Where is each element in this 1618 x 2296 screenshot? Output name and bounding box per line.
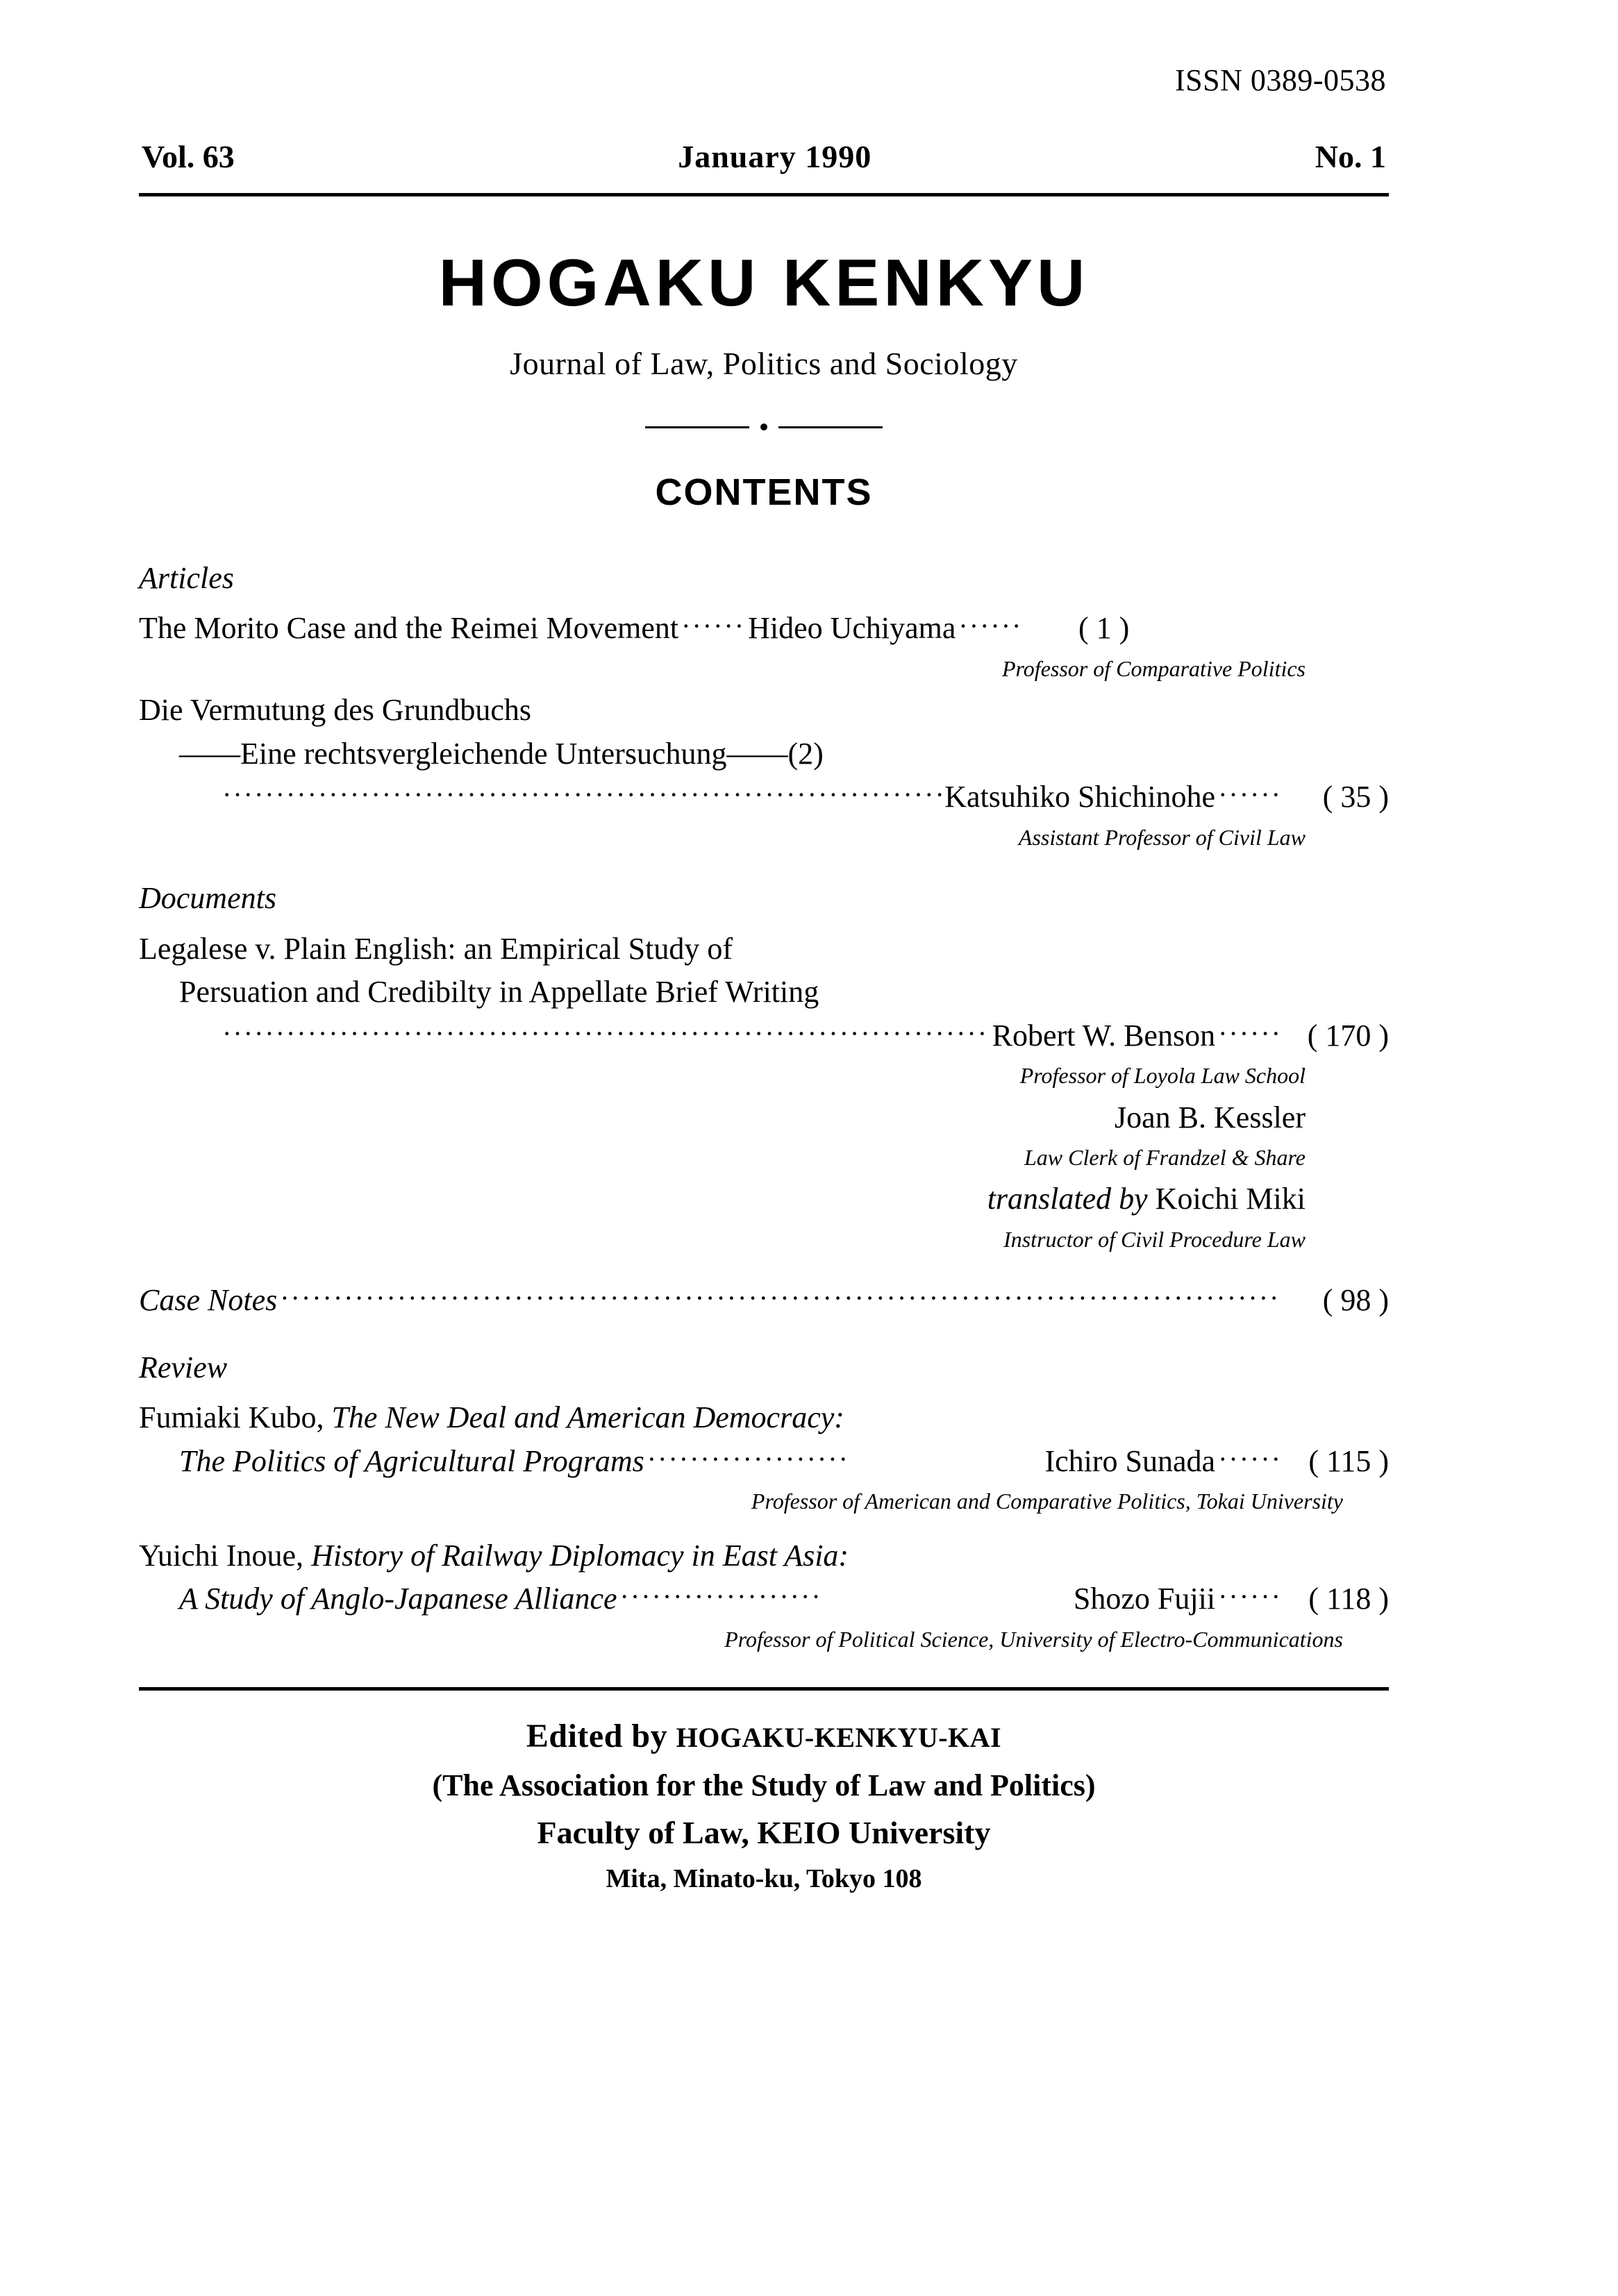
toc-entry-inoue xyxy=(139,1534,1389,1655)
toc-entry-legalese xyxy=(139,928,1389,1256)
entry-translator: Koichi Miki xyxy=(1155,1182,1306,1216)
entry-title: Case Notes xyxy=(139,1283,278,1318)
entry-author: Shozo Fujii xyxy=(1073,1582,1216,1616)
entry-page: ( 98 ) xyxy=(1322,1283,1389,1318)
leader-dots xyxy=(1218,1014,1282,1054)
page-footer xyxy=(139,1717,1389,1894)
journal-subtitle: Journal of Law, Politics and Sociology xyxy=(510,346,1018,381)
volume-number: Vol. 63 xyxy=(142,139,235,174)
table-of-contents xyxy=(139,557,1389,1655)
entry-title-line2: The Politics of Agricultural Programs xyxy=(179,1443,644,1478)
page-content xyxy=(139,42,1389,1894)
leader-dots xyxy=(222,776,942,815)
toc-entry-kubo xyxy=(139,1396,1389,1517)
ornament-bar-left xyxy=(645,426,749,428)
entry-affiliation: Professor of American and Comparative Politics, Tokai University xyxy=(751,1489,1343,1514)
issue-number: No. 1 xyxy=(1315,139,1386,174)
entry-reviewer-name: Yuichi Inoue, xyxy=(139,1538,312,1573)
entry-affiliation: Professor of Comparative Politics xyxy=(1001,655,1306,681)
entry-page: ( 118 ) xyxy=(1308,1582,1389,1616)
leader-dots xyxy=(1218,1440,1282,1480)
entry-book-title: The New Deal and American Democracy: xyxy=(331,1400,844,1435)
entry-reviewer-name: Fumiaki Kubo, xyxy=(139,1400,332,1435)
footer-editor-line xyxy=(139,1717,1389,1755)
entry-affiliation: Professor of Political Science, University of Electro-Communications xyxy=(724,1626,1343,1652)
leader-dots xyxy=(958,607,1022,646)
volume-line xyxy=(139,138,1389,175)
entry-author-1: Robert W. Benson xyxy=(992,1018,1216,1053)
entry-title: The Morito Case and the Reimei Movement xyxy=(139,611,679,646)
section-label-documents: Documents xyxy=(139,881,276,916)
entry-page: ( 1 ) xyxy=(1078,611,1130,646)
edited-by-label: Edited by xyxy=(526,1718,676,1755)
leader-dots xyxy=(620,1577,1071,1617)
entry-affiliation-1: Professor of Loyola Law School xyxy=(1019,1063,1306,1089)
leader-dots xyxy=(1218,1577,1282,1617)
issue-date: January 1990 xyxy=(678,139,872,174)
entry-title-line1 xyxy=(139,1396,844,1439)
entry-author-2: Joan B. Kessler xyxy=(1115,1100,1306,1134)
translated-by-label: translated by xyxy=(987,1182,1148,1216)
entry-affiliation: Assistant Professor of Civil Law xyxy=(1018,824,1306,850)
toc-entry-morito xyxy=(139,607,1389,685)
entry-title-line2: A Study of Anglo-Japanese Alliance xyxy=(179,1582,617,1616)
entry-page: ( 170 ) xyxy=(1307,1018,1389,1053)
leader-dots xyxy=(1218,776,1282,815)
header-divider xyxy=(139,193,1389,196)
section-label-review: Review xyxy=(139,1350,228,1384)
editor-name: HOGAKU-KENKYU-KAI xyxy=(676,1722,1002,1754)
toc-entry-vermutung xyxy=(139,689,1389,853)
ornament-dot xyxy=(760,424,767,430)
entry-affiliation-3: Instructor of Civil Procedure Law xyxy=(1003,1226,1306,1252)
leader-dots xyxy=(647,1440,1042,1480)
entry-author: Ichiro Sunada xyxy=(1044,1443,1216,1478)
section-label-articles: Articles xyxy=(139,561,234,595)
entry-title-line2: ——Eine rechtsvergleichende Untersuchung——(2) xyxy=(179,736,824,771)
entry-page: ( 115 ) xyxy=(1308,1443,1389,1478)
leader-dots xyxy=(681,607,745,646)
ornament-divider xyxy=(139,424,1389,430)
leader-dots xyxy=(280,1279,1282,1318)
entry-book-title: History of Railway Diplomacy in East Asia: xyxy=(311,1538,849,1573)
issn-text: ISSN 0389-0538 xyxy=(1174,63,1386,97)
entry-title-line1 xyxy=(139,1534,849,1577)
entry-translator-line xyxy=(139,1178,1389,1221)
entry-title-line1: Legalese v. Plain English: an Empirical Study of xyxy=(139,931,733,966)
leader-dots xyxy=(222,1014,990,1054)
entry-author: Katsuhiko Shichinohe xyxy=(944,780,1216,814)
entry-affiliation-2: Law Clerk of Frandzel & Share xyxy=(1024,1145,1306,1170)
footer-address: Mita, Minato-ku, Tokyo 108 xyxy=(606,1864,922,1894)
entry-title-line2: Persuation and Credibilty in Appellate Brief Writing xyxy=(179,975,819,1009)
entry-page: ( 35 ) xyxy=(1322,780,1389,814)
toc-entry-case-notes xyxy=(139,1279,1389,1322)
footer-association: (The Association for the Study of Law and Politics) xyxy=(432,1768,1096,1803)
footer-faculty: Faculty of Law, KEIO University xyxy=(537,1815,991,1851)
entry-author: Hideo Uchiyama xyxy=(748,611,956,646)
ornament-bar-right xyxy=(778,426,883,428)
entry-title-line1: Die Vermutung des Grundbuchs xyxy=(139,693,531,728)
contents-heading: CONTENTS xyxy=(655,471,873,513)
footer-divider xyxy=(139,1687,1389,1691)
journal-title: HOGAKU KENKYU xyxy=(438,246,1090,320)
